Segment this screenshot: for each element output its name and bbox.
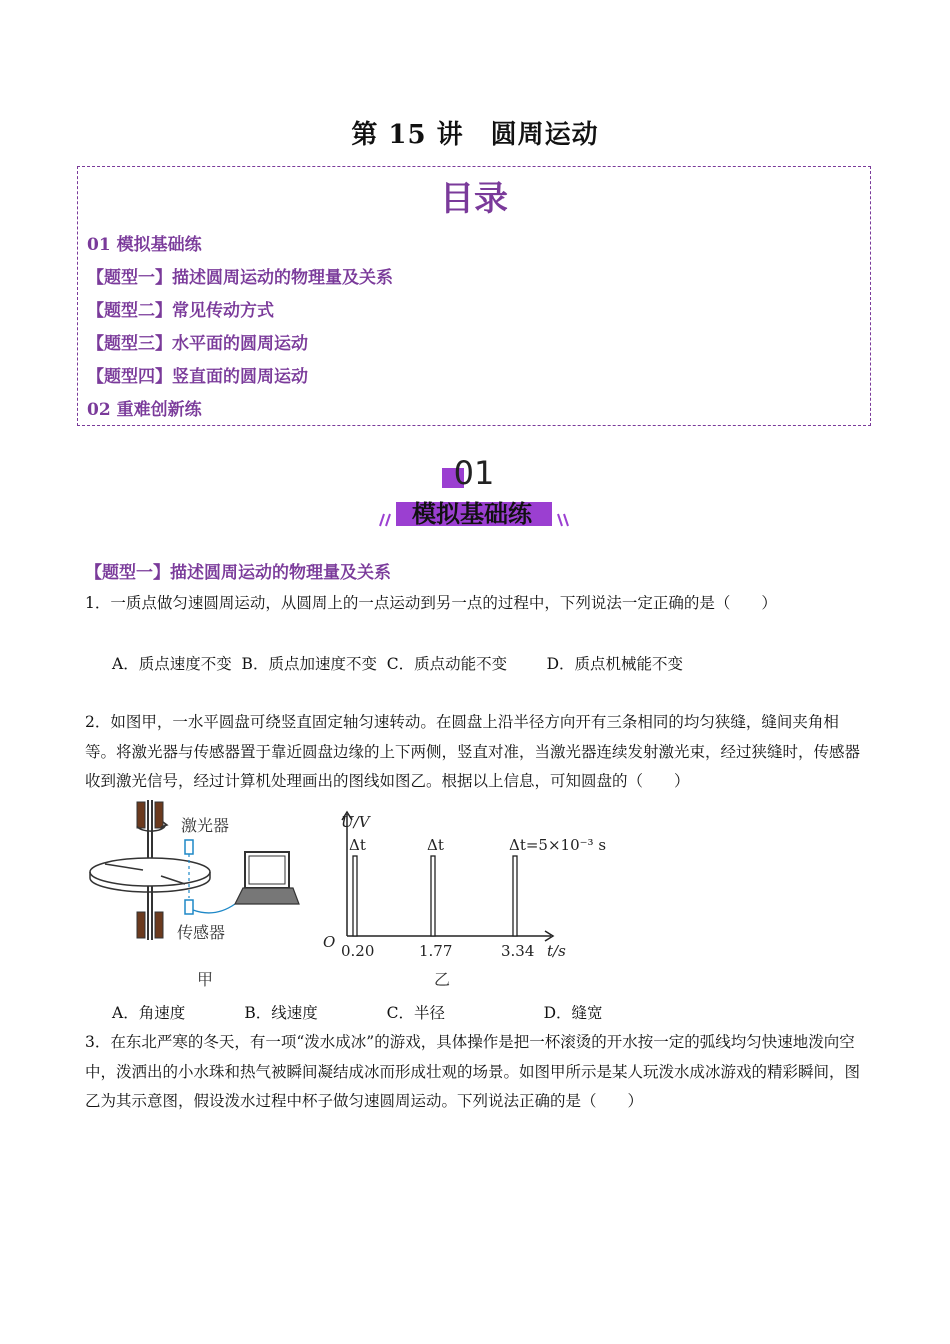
section-banner — [372, 452, 572, 532]
y-axis-label: U/V — [341, 813, 370, 831]
rotating-disk — [90, 858, 210, 886]
toc-item-section-02[interactable]: 02 重难创新练 — [87, 400, 202, 420]
toc-item-section-01[interactable]: 01 模拟基础练 — [87, 235, 202, 255]
page-title: 第 15 讲 圆周运动 — [351, 120, 599, 150]
toc-item-type-3[interactable]: 【题型三】水平面的圆周运动 — [87, 334, 308, 354]
banner-slashes-right — [558, 514, 568, 526]
banner-label: 模拟基础练 — [412, 500, 532, 528]
question-2-text: 2．如图甲，一水平圆盘可绕竖直固定轴匀速转动。在圆盘上沿半径方向开有三条相同的均匀狭缝，缝间夹角相等。将激光器与传感器置于靠近圆盘边缘的上下两侧，竖直对准，当激光器连续发射激光束，经过狭缝时，传感器收到激光信号，经过计算机处理画出的图线如图乙。根据以上信息，可知圆盘的（ ） — [85, 713, 861, 790]
question-3-text: 3．在东北严寒的冬天，有一项“泼水成冰”的游戏，具体操作是把一杯滚烫的开水按一定的弧线均匀快速地泼向空中，泼洒出的小水珠和热气被瞬间凝结成冰而形成壮观的场景。如图甲所示是某人玩泼水成冰游戏的精彩瞬间，图乙为其示意图，假设泼水过程中杯子做匀速圆周运动。下列说法正确的是（ ） — [85, 1033, 861, 1110]
banner-slashes-left — [380, 514, 390, 526]
pulse-label: Δt — [427, 836, 444, 854]
x-tick-label: 3.34 — [501, 942, 535, 960]
laser-label: 激光器 — [181, 816, 230, 835]
pulse-label-with-value: Δt=5×10⁻³ s — [509, 836, 607, 854]
pulse-label: Δt — [349, 836, 366, 854]
toc-item-type-2[interactable]: 【题型二】常见传动方式 — [87, 301, 274, 321]
toc-item-type-1[interactable]: 【题型一】描述圆周运动的物理量及关系 — [87, 268, 393, 288]
banner-number: 01 — [453, 454, 495, 492]
section-heading: 【题型一】描述圆周运动的物理量及关系 — [85, 563, 391, 583]
figure-caption-right: 乙 — [434, 970, 451, 989]
figure-caption-left: 甲 — [197, 970, 214, 989]
toc-heading: 目录 — [440, 179, 508, 219]
sensor-label: 传感器 — [177, 923, 226, 942]
pulse — [513, 856, 517, 936]
toc-item-type-4[interactable]: 【题型四】竖直面的圆周运动 — [87, 367, 308, 387]
origin-label: O — [323, 933, 336, 951]
x-tick-label: 0.20 — [341, 942, 375, 960]
question-2-options: A．角速度 B．线速度 C．半径 D．缝宽 — [112, 1004, 603, 1022]
question-2-figure — [85, 800, 625, 1000]
table-of-contents — [77, 166, 871, 426]
x-axis-label: t/s — [547, 942, 566, 960]
pulse — [431, 856, 435, 936]
pulse — [353, 856, 357, 936]
laser-emitter — [185, 840, 193, 854]
question-1-options: A．质点速度不变 B．质点加速度不变 C．质点动能不变 D．质点机械能不变 — [112, 655, 683, 673]
sensor — [185, 900, 193, 914]
question-1-text: 1．一质点做匀速圆周运动，从圆周上的一点运动到另一点的过程中，下列说法一定正确的是（ ） — [85, 594, 777, 612]
sensor-cable — [193, 904, 235, 913]
x-tick-label: 1.77 — [419, 942, 453, 960]
apparatus-diagram — [90, 800, 299, 989]
voltage-time-graph — [323, 812, 606, 989]
computer-keyboard — [235, 888, 299, 904]
